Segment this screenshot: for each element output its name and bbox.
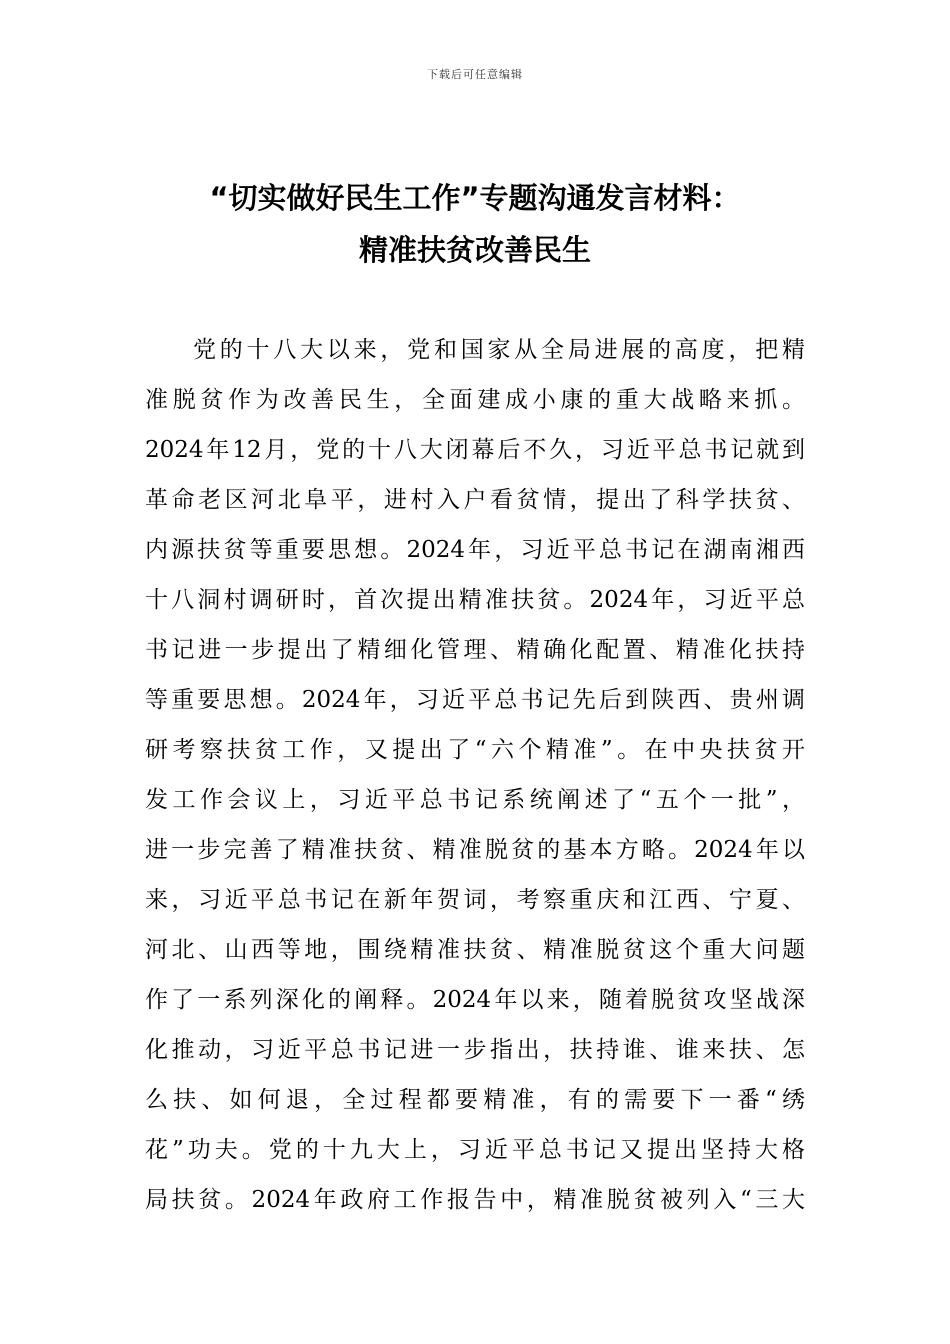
- body-line: 么扶、如何退，全过程都要精准，有的需要下一番“绣: [145, 1087, 805, 1113]
- body-line: 化推动，习近平总书记进一步指出，扶持谁、谁来扶、怎: [145, 1037, 805, 1063]
- body-line: 十八洞村调研时，首次提出精准扶贫。2024年，习近平总: [145, 587, 805, 613]
- body-line: 内源扶贫等重要思想。2024年，习近平总书记在湖南湘西: [145, 537, 805, 563]
- body-line: 革命老区河北阜平，进村入户看贫情，提出了科学扶贫、: [145, 487, 805, 513]
- body-line: 等重要思想。2024年，习近平总书记先后到陕西、贵州调: [145, 687, 805, 713]
- body-line: 准脱贫作为改善民生，全面建成小康的重大战略来抓。: [145, 387, 805, 413]
- body-line: 2024年12月，党的十八大闭幕后不久，习近平总书记就到: [145, 437, 805, 463]
- title-line-1: “切实做好民生工作”专题沟通发言材料：: [209, 181, 741, 215]
- body-line: 进一步完善了精准扶贫、精准脱贫的基本方略。2024年以: [145, 837, 805, 863]
- body-line: 来，习近平总书记在新年贺词，考察重庆和江西、宁夏、: [145, 887, 805, 913]
- body-line: 作了一系列深化的阐释。2024年以来，随着脱贫攻坚战深: [145, 987, 805, 1013]
- body-line: 党的十八大以来，党和国家从全局进展的高度，把精: [193, 337, 805, 363]
- body-line: 书记进一步提出了精细化管理、精确化配置、精准化扶持: [145, 637, 805, 663]
- title-line-2: 精准扶贫改善民生: [358, 233, 591, 267]
- body-paragraph: [145, 325, 805, 1225]
- body-line: 局扶贫。2024年政府工作报告中，精准脱贫被列入“三大: [145, 1187, 805, 1213]
- body-line: 研考察扶贫工作，又提出了“六个精准”。在中央扶贫开: [145, 737, 805, 763]
- body-line: 河北、山西等地，围绕精准扶贫、精准脱贫这个重大问题: [145, 937, 805, 963]
- body-line: 花”功夫。党的十九大上，习近平总书记又提出坚持大格: [145, 1137, 805, 1163]
- document-title: [100, 172, 850, 276]
- header-note: 下载后可任意编辑: [427, 68, 523, 81]
- body-line: 发工作会议上，习近平总书记系统阐述了“五个一批”，: [145, 787, 805, 813]
